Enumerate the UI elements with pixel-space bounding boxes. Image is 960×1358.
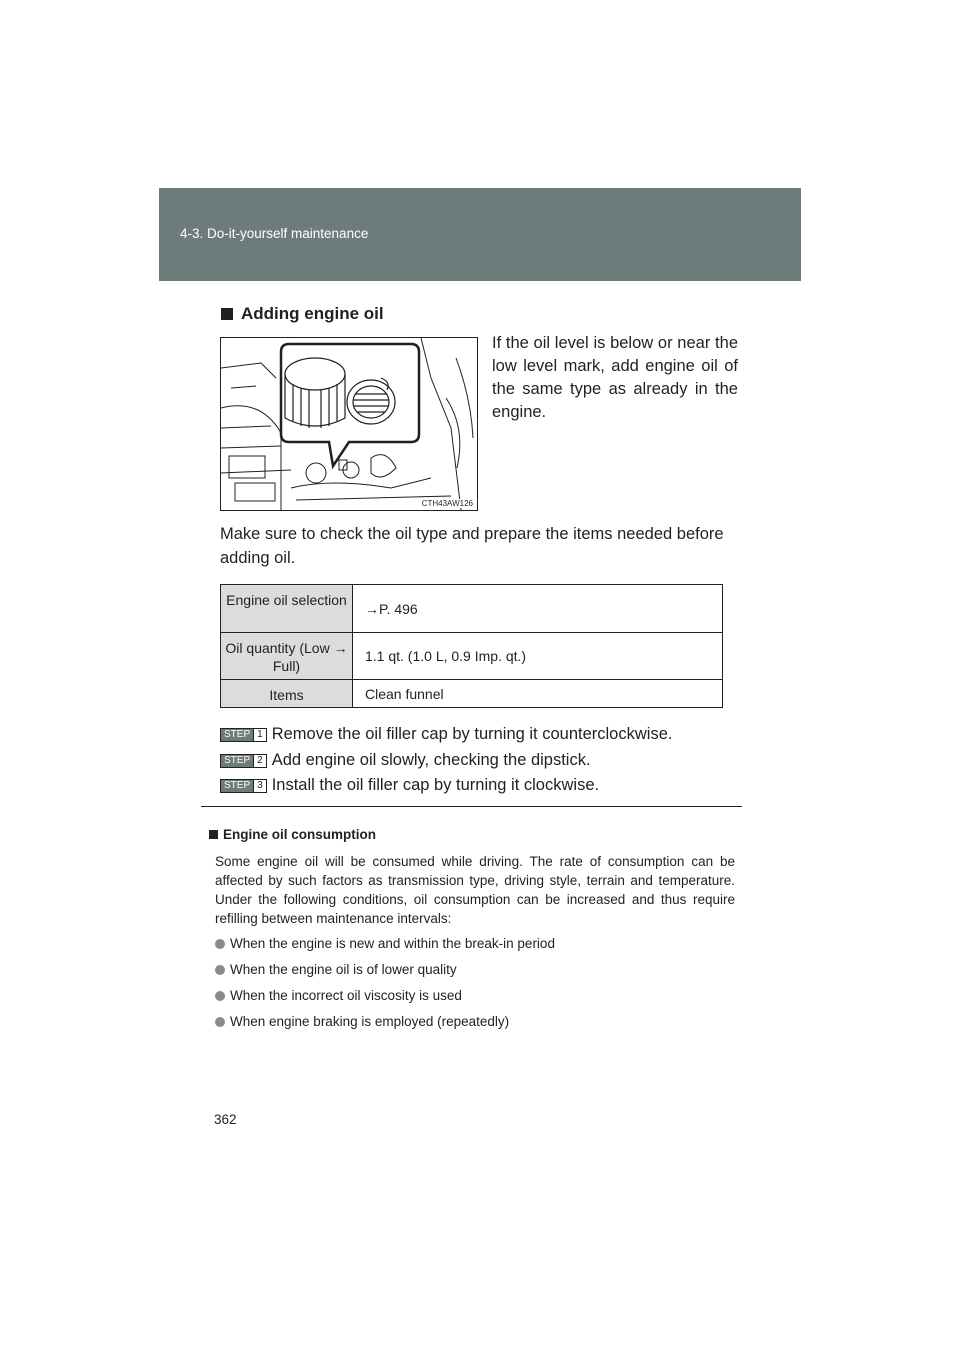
oil-info-table [220,584,723,708]
step-badge: STEP 1 [220,728,267,742]
step-1 [220,725,672,744]
list-item: When engine braking is employed (repeatedly) [215,1014,509,1029]
bullet-dot-icon [215,965,225,975]
page-number: 362 [214,1112,237,1127]
bullet-dot-icon [215,939,225,949]
table-row [221,633,723,680]
bullet-dot-icon [215,991,225,1001]
divider [201,806,742,807]
step-text: Install the oil filler cap by turning it clockwise. [271,776,600,794]
list-item: When the engine is new and within the break-in period [215,936,555,951]
table-value-link[interactable]: →P. 496 [353,585,723,633]
engine-illustration [220,337,478,511]
bullet-dot-icon [215,1017,225,1027]
note-body: Some engine oil will be consumed while driving. The rate of consumption can be affected by such factors as transmission type, driving style, terrain and temperature. Under the following conditions, oil consumption can be increased and thus require refilling between maintenance intervals: [215,854,735,926]
table-label: Engine oil selection [221,585,353,633]
square-bullet-icon [209,830,218,839]
table-label: Oil quantity (Low → Full) [221,633,353,680]
section-header-title: 4-3. Do-it-yourself maintenance [180,226,369,241]
section-header [159,188,801,281]
step-badge: STEP 2 [220,754,267,768]
list-item: When the incorrect oil viscosity is used [215,988,462,1003]
table-value: Clean funnel [353,680,723,708]
table-value: 1.1 qt. (1.0 L, 0.9 Imp. qt.) [353,633,723,680]
list-item: When the engine oil is of lower quality [215,962,457,977]
step-3 [220,776,599,795]
note-title: Engine oil consumption [209,827,376,842]
table-row [221,680,723,708]
step-badge: STEP 3 [220,779,267,793]
table-row [221,585,723,633]
figure-code: CTH43AW126 [421,499,473,508]
table-label: Items [221,680,353,708]
engine-bay-drawing [221,338,477,510]
step-text: Remove the oil filler cap by turning it counterclockwise. [271,725,673,743]
step-text: Add engine oil slowly, checking the dipstick. [271,751,591,769]
preparation-text: Make sure to check the oil type and prepare the items needed before adding oil. [220,525,724,567]
step-2 [220,751,591,770]
instruction-text: If the oil level is below or near the low level mark, add engine oil of the same type as already in the engine. [492,334,738,421]
section-title-text: Adding engine oil [241,304,384,323]
square-bullet-icon [221,308,233,320]
section-title [221,304,384,324]
